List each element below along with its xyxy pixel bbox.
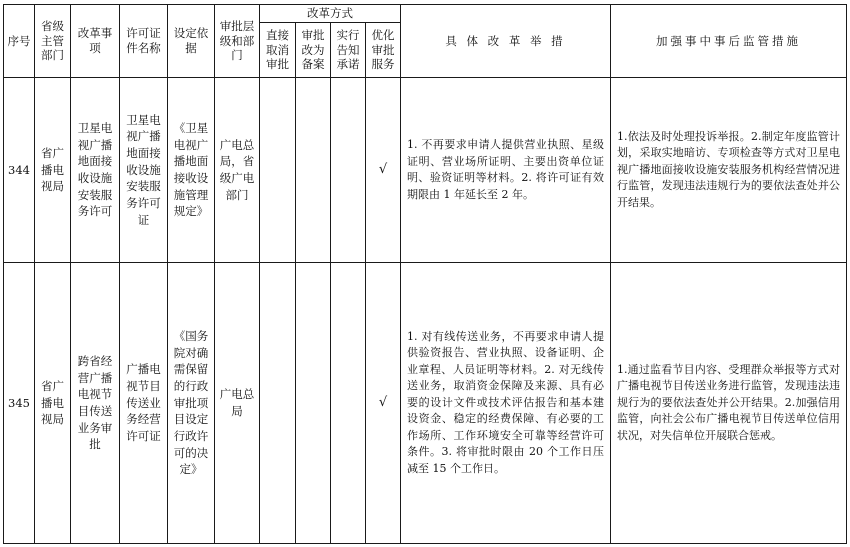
header-dept: 省级主管部门 bbox=[35, 5, 71, 78]
cell-mode-cancel bbox=[260, 78, 296, 263]
cell-license: 广播电视节目传送业务经营许可证 bbox=[120, 263, 168, 544]
table-row bbox=[4, 263, 847, 544]
cell-mode-cancel bbox=[260, 263, 296, 544]
cell-basis: 《卫星电视广播地面接收设施管理规定》 bbox=[168, 78, 215, 263]
cell-mode-record bbox=[296, 263, 331, 544]
cell-dept: 省广播电视局 bbox=[35, 78, 71, 263]
header-mode-record: 审批改为备案 bbox=[296, 23, 331, 78]
header-measures: 具 体 改 革 举 措 bbox=[401, 5, 611, 78]
header-mode-commit: 实行告知承诺 bbox=[331, 23, 366, 78]
cell-item: 跨省经营广播电视节目传送业务审批 bbox=[71, 263, 120, 544]
cell-seq: 344 bbox=[4, 78, 35, 263]
cell-mode-commit bbox=[331, 78, 366, 263]
header-license: 许可证件名称 bbox=[120, 5, 168, 78]
cell-level: 广电总局 bbox=[215, 263, 260, 544]
header-item: 改革事项 bbox=[71, 5, 120, 78]
reform-table bbox=[3, 4, 847, 544]
header-mode-group: 改革方式 bbox=[260, 5, 401, 23]
cell-measures: 1. 对有线传送业务，不再要求申请人提供验资报告、营业执照、设备证明、企业章程、人员证明等材料。2. 对无线传送业务，取消资金保障及来源、具有必要的设计文件或技术评估报告和基本建设资金、稳定的经费保障、有必要的工作场所、工作环境安全可靠等经营许可条件。3. 将审批时限由 20 个工作日压减至 15 个工作日。 bbox=[401, 263, 611, 544]
cell-supervision: 1.通过监看节目内容、受理群众举报等方式对广播电视节目传送业务进行监管，发现违法违规行为的要依法查处并公开结果。2.加强信用监管，向社会公布广播电视节目传送单位信用状况，对失信单位开展联合惩戒。 bbox=[611, 263, 847, 544]
header-mode-cancel: 直接取消审批 bbox=[260, 23, 296, 78]
header-basis: 设定依据 bbox=[168, 5, 215, 78]
cell-mode-optimize-checkmark: √ bbox=[366, 78, 401, 263]
cell-measures: 1. 不再要求申请人提供营业执照、星级证明、营业场所证明、主要出资单位证明、验资证明等材料。2. 将许可证有效期限由 1 年延长至 2 年。 bbox=[401, 78, 611, 263]
cell-mode-record bbox=[296, 78, 331, 263]
header-supervision: 加强事中事后监管措施 bbox=[611, 5, 847, 78]
cell-level: 广电总局，省级广电部门 bbox=[215, 78, 260, 263]
cell-item: 卫星电视广播地面接收设施安装服务许可 bbox=[71, 78, 120, 263]
cell-mode-commit bbox=[331, 263, 366, 544]
cell-basis: 《国务院对确需保留的行政审批项目设定行政许可的决定》 bbox=[168, 263, 215, 544]
cell-seq: 345 bbox=[4, 263, 35, 544]
cell-supervision: 1.依法及时处理投诉举报。2.制定年度监管计划，采取实地暗访、专项检查等方式对卫星电视广播地面接收设施安装服务机构经营情况进行监管，发现违法违规行为的要依法查处并公开结果。 bbox=[611, 78, 847, 263]
header-level: 审批层级和部门 bbox=[215, 5, 260, 78]
table-row bbox=[4, 78, 847, 263]
cell-mode-optimize-checkmark: √ bbox=[366, 263, 401, 544]
cell-license: 卫星电视广播地面接收设施安装服务许可证 bbox=[120, 78, 168, 263]
header-mode-optimize: 优化审批服务 bbox=[366, 23, 401, 78]
cell-dept: 省广播电视局 bbox=[35, 263, 71, 544]
header-seq: 序号 bbox=[4, 5, 35, 78]
